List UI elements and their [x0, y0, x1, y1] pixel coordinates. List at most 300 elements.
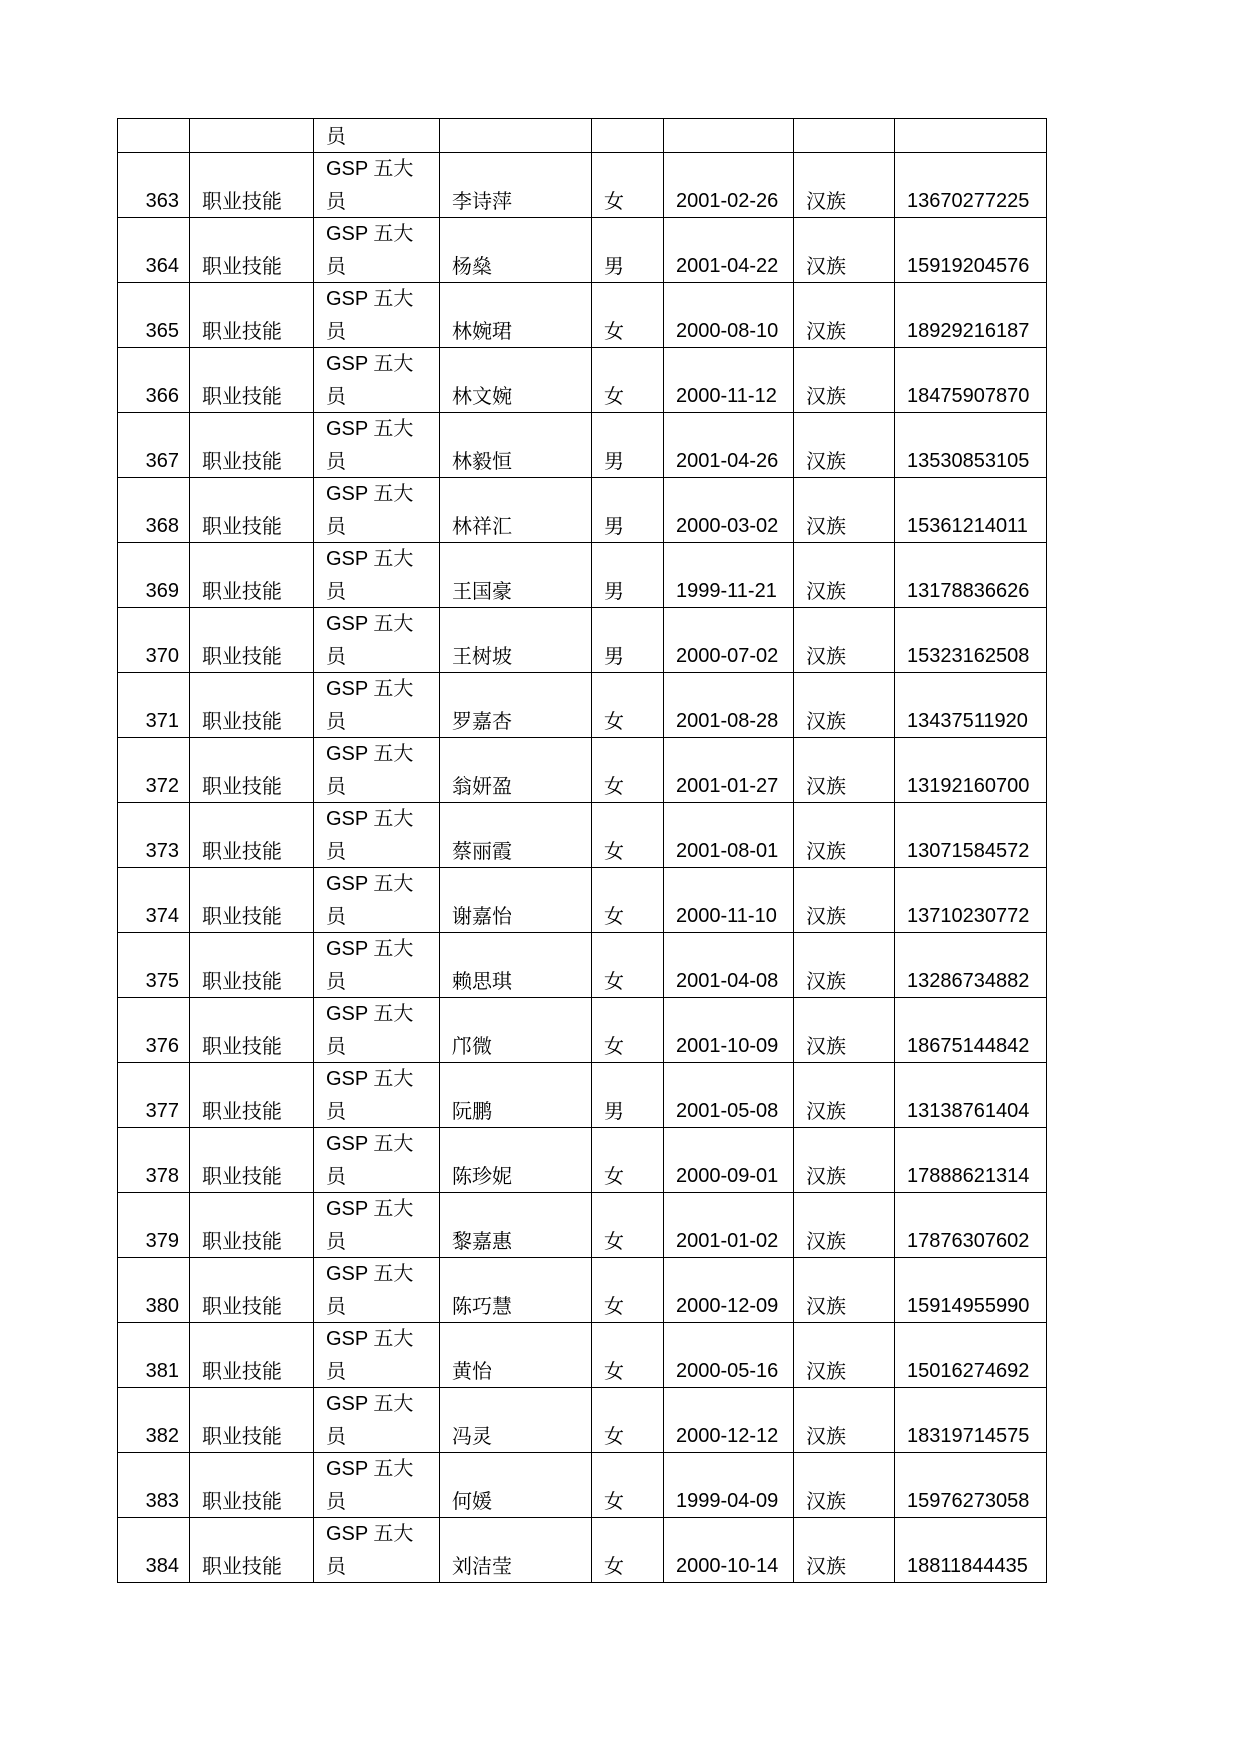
cell-name-name-text: 林文婉 [452, 384, 512, 408]
cell-ethnicity [794, 608, 895, 673]
table-row [118, 1258, 1047, 1323]
cell-position-position-line2-text: 员 [326, 579, 346, 603]
cell-position [314, 1193, 440, 1258]
cell-position-position-line1-text: GSP 五大 [326, 1393, 414, 1415]
cell-category-category-text: 职业技能 [202, 254, 282, 278]
cell-category [190, 1193, 314, 1258]
cell-no [118, 738, 190, 803]
cell-ethnicity [794, 673, 895, 738]
cell-phone-phone-text: 13530853105 [907, 450, 1030, 472]
table-row [118, 1388, 1047, 1453]
cell-position-position-line1-text: GSP 五大 [326, 1328, 414, 1350]
cell-gender [592, 1323, 664, 1388]
cell-gender [592, 1063, 664, 1128]
cell-no-no-text: 370 [145, 645, 179, 667]
cell-no [118, 543, 190, 608]
cell-no-no-text: 363 [145, 190, 179, 212]
cell-phone [895, 933, 1047, 998]
table-row [118, 348, 1047, 413]
cell-no [118, 283, 190, 348]
cell-phone [895, 1193, 1047, 1258]
cell-ethnicity [794, 218, 895, 283]
cell-no [118, 1128, 190, 1193]
cell-phone [895, 283, 1047, 348]
table-row-continued [118, 119, 1047, 153]
cell-ethnicity [794, 738, 895, 803]
cell-position [314, 283, 440, 348]
cell-phone [895, 1388, 1047, 1453]
cell-dob-dob-text: 2001-08-28 [676, 710, 779, 732]
cell-phone-phone-text: 13437511920 [907, 710, 1028, 732]
cell-position-position-line1-text: GSP 五大 [326, 1523, 414, 1545]
cell-phone-phone-text: 13710230772 [907, 905, 1030, 927]
cell-phone [895, 1063, 1047, 1128]
cell-name-name-text: 翁妍盈 [452, 774, 512, 798]
cell-phone-phone-text: 17876307602 [907, 1230, 1030, 1252]
cell-gender [592, 413, 664, 478]
cell-name-name-text: 李诗萍 [452, 189, 512, 213]
cell-ethnicity [794, 1323, 895, 1388]
cell-name [440, 1258, 592, 1323]
cell-position [314, 933, 440, 998]
cell-ethnicity-ethnicity-text: 汉族 [806, 969, 846, 993]
cell-no [118, 933, 190, 998]
cell-gender-gender-text: 男 [604, 1099, 624, 1123]
cell-no [118, 1258, 190, 1323]
cell-ethnicity [794, 1063, 895, 1128]
cell-gender [592, 119, 664, 153]
cell-no-no-text: 383 [145, 1490, 179, 1512]
cell-category-category-text: 职业技能 [202, 904, 282, 928]
position-tail: 员 [326, 124, 346, 148]
cell-gender [592, 153, 664, 218]
cell-ethnicity-ethnicity-text: 汉族 [806, 1424, 846, 1448]
cell-category-category-text: 职业技能 [202, 189, 282, 213]
cell-gender-gender-text: 女 [604, 839, 624, 863]
cell-ethnicity-ethnicity-text: 汉族 [806, 1034, 846, 1058]
table-row [118, 608, 1047, 673]
cell-phone-phone-text: 13286734882 [907, 970, 1030, 992]
cell-dob [664, 348, 794, 413]
cell-phone-phone-text: 18811844435 [907, 1555, 1028, 1577]
cell-dob-dob-text: 2000-03-02 [676, 515, 779, 537]
cell-position-position-line2-text: 员 [326, 189, 346, 213]
cell-name-name-text: 林祥汇 [452, 514, 512, 538]
table-row [118, 868, 1047, 933]
cell-position [314, 478, 440, 543]
cell-gender-gender-text: 男 [604, 514, 624, 538]
cell-category [190, 868, 314, 933]
cell-gender-gender-text: 男 [604, 644, 624, 668]
cell-position-position-line1-text: GSP 五大 [326, 1003, 414, 1025]
cell-phone-phone-text: 18929216187 [907, 320, 1030, 342]
cell-name [440, 413, 592, 478]
table-row [118, 153, 1047, 218]
cell-phone [895, 1518, 1047, 1583]
cell-gender [592, 608, 664, 673]
cell-position [314, 218, 440, 283]
cell-category [190, 1063, 314, 1128]
cell-ethnicity [794, 478, 895, 543]
cell-category [190, 218, 314, 283]
roster-body [118, 119, 1047, 1583]
table-row [118, 933, 1047, 998]
cell-dob [664, 1063, 794, 1128]
cell-phone [895, 868, 1047, 933]
table-row [118, 1128, 1047, 1193]
cell-category-category-text: 职业技能 [202, 1099, 282, 1123]
cell-name [440, 1063, 592, 1128]
cell-no-no-text: 379 [145, 1230, 179, 1252]
cell-phone [895, 1128, 1047, 1193]
cell-category [190, 119, 314, 153]
cell-no [118, 608, 190, 673]
cell-position-position-line2-text: 员 [326, 774, 346, 798]
cell-gender-gender-text: 女 [604, 1229, 624, 1253]
cell-position [314, 1388, 440, 1453]
cell-ethnicity-ethnicity-text: 汉族 [806, 1359, 846, 1383]
cell-ethnicity [794, 1388, 895, 1453]
cell-phone-phone-text: 15914955990 [907, 1295, 1030, 1317]
cell-name [440, 543, 592, 608]
cell-position-position-line1-text: GSP 五大 [326, 158, 414, 180]
cell-ethnicity-ethnicity-text: 汉族 [806, 189, 846, 213]
table-row [118, 998, 1047, 1063]
cell-ethnicity-ethnicity-text: 汉族 [806, 1554, 846, 1578]
cell-dob [664, 119, 794, 153]
cell-gender [592, 543, 664, 608]
cell-dob [664, 1323, 794, 1388]
cell-no-no-text: 374 [145, 905, 179, 927]
cell-category [190, 998, 314, 1063]
cell-dob [664, 1518, 794, 1583]
cell-ethnicity-ethnicity-text: 汉族 [806, 644, 846, 668]
cell-name-name-text: 王树坡 [452, 644, 512, 668]
cell-name [440, 803, 592, 868]
cell-ethnicity [794, 348, 895, 413]
cell-name-name-text: 邝微 [452, 1034, 492, 1058]
cell-ethnicity-ethnicity-text: 汉族 [806, 579, 846, 603]
cell-name [440, 478, 592, 543]
cell-position [314, 1453, 440, 1518]
cell-category [190, 738, 314, 803]
cell-position [314, 413, 440, 478]
cell-dob-dob-text: 1999-04-09 [676, 1490, 779, 1512]
cell-gender [592, 803, 664, 868]
cell-no [118, 1063, 190, 1128]
cell-phone [895, 348, 1047, 413]
cell-name [440, 933, 592, 998]
cell-position-position-line2-text: 员 [326, 254, 346, 278]
cell-dob [664, 218, 794, 283]
table-row [118, 1453, 1047, 1518]
cell-no [118, 1323, 190, 1388]
cell-position-position-line1-text: GSP 五大 [326, 613, 414, 635]
cell-phone-phone-text: 13071584572 [907, 840, 1030, 862]
cell-ethnicity-ethnicity-text: 汉族 [806, 774, 846, 798]
cell-ethnicity-ethnicity-text: 汉族 [806, 839, 846, 863]
cell-name [440, 998, 592, 1063]
cell-ethnicity-ethnicity-text: 汉族 [806, 1164, 846, 1188]
cell-position-position-line2-text: 员 [326, 1489, 346, 1513]
cell-name [440, 868, 592, 933]
cell-no-no-text: 377 [145, 1100, 179, 1122]
cell-position-position-line1-text: GSP 五大 [326, 1458, 414, 1480]
cell-no-no-text: 365 [145, 320, 179, 342]
cell-gender-gender-text: 男 [604, 254, 624, 278]
table-row [118, 673, 1047, 738]
cell-name-name-text: 林毅恒 [452, 449, 512, 473]
cell-name [440, 673, 592, 738]
cell-category-category-text: 职业技能 [202, 969, 282, 993]
cell-ethnicity [794, 1258, 895, 1323]
cell-name-name-text: 刘洁莹 [452, 1554, 512, 1578]
cell-phone-phone-text: 18319714575 [907, 1425, 1030, 1447]
cell-gender-gender-text: 女 [604, 1554, 624, 1578]
cell-category-category-text: 职业技能 [202, 514, 282, 538]
cell-no [118, 348, 190, 413]
cell-dob-dob-text: 2001-10-09 [676, 1035, 779, 1057]
cell-gender-gender-text: 女 [604, 1359, 624, 1383]
cell-gender [592, 478, 664, 543]
cell-phone [895, 673, 1047, 738]
cell-phone [895, 543, 1047, 608]
cell-no [118, 1193, 190, 1258]
cell-phone-phone-text: 15919204576 [907, 255, 1030, 277]
table-row [118, 413, 1047, 478]
cell-position [314, 738, 440, 803]
cell-gender-gender-text: 女 [604, 319, 624, 343]
cell-position-position-line2-text: 员 [326, 1229, 346, 1253]
cell-position-position-line1-text: GSP 五大 [326, 483, 414, 505]
cell-dob [664, 803, 794, 868]
cell-dob [664, 413, 794, 478]
cell-gender [592, 673, 664, 738]
cell-name [440, 608, 592, 673]
cell-ethnicity-ethnicity-text: 汉族 [806, 904, 846, 928]
cell-position-position-line1-text: GSP 五大 [326, 938, 414, 960]
cell-category [190, 1258, 314, 1323]
cell-phone-phone-text: 15323162508 [907, 645, 1030, 667]
cell-no-no-text: 376 [145, 1035, 179, 1057]
cell-dob-dob-text: 2000-12-12 [676, 1425, 779, 1447]
table-row [118, 543, 1047, 608]
cell-name-name-text: 王国豪 [452, 579, 512, 603]
cell-phone-phone-text: 17888621314 [907, 1165, 1030, 1187]
cell-no [118, 119, 190, 153]
cell-dob [664, 1453, 794, 1518]
cell-name [440, 348, 592, 413]
cell-category-category-text: 职业技能 [202, 644, 282, 668]
cell-dob-dob-text: 2001-08-01 [676, 840, 779, 862]
cell-name-name-text: 谢嘉怡 [452, 904, 512, 928]
cell-name [440, 218, 592, 283]
cell-dob-dob-text: 2000-07-02 [676, 645, 779, 667]
cell-name [440, 1453, 592, 1518]
cell-position [314, 608, 440, 673]
cell-dob [664, 673, 794, 738]
cell-position-position-line2-text: 员 [326, 1424, 346, 1448]
cell-position [314, 1063, 440, 1128]
cell-phone-phone-text: 15016274692 [907, 1360, 1030, 1382]
cell-phone [895, 998, 1047, 1063]
cell-position [314, 153, 440, 218]
cell-gender [592, 1453, 664, 1518]
cell-gender [592, 283, 664, 348]
cell-phone [895, 1453, 1047, 1518]
cell-dob [664, 868, 794, 933]
cell-no [118, 998, 190, 1063]
cell-gender-gender-text: 女 [604, 774, 624, 798]
cell-gender-gender-text: 男 [604, 449, 624, 473]
cell-phone [895, 478, 1047, 543]
cell-position-position-line2-text: 员 [326, 319, 346, 343]
cell-no-no-text: 373 [145, 840, 179, 862]
cell-position-position-line1-text: GSP 五大 [326, 743, 414, 765]
cell-dob-dob-text: 2000-10-14 [676, 1555, 779, 1577]
cell-ethnicity-ethnicity-text: 汉族 [806, 1229, 846, 1253]
cell-ethnicity [794, 153, 895, 218]
cell-category [190, 933, 314, 998]
cell-category [190, 413, 314, 478]
cell-position-position-line1-text: GSP 五大 [326, 548, 414, 570]
cell-position-position-line2-text: 员 [326, 969, 346, 993]
cell-no [118, 673, 190, 738]
table-row [118, 478, 1047, 543]
cell-category [190, 153, 314, 218]
table-row [118, 283, 1047, 348]
cell-position-position-line1-text: GSP 五大 [326, 418, 414, 440]
cell-phone [895, 218, 1047, 283]
cell-category [190, 608, 314, 673]
cell-position [314, 868, 440, 933]
cell-no [118, 1518, 190, 1583]
roster-table [117, 118, 1047, 1583]
cell-position [314, 1128, 440, 1193]
cell-gender-gender-text: 女 [604, 384, 624, 408]
cell-no [118, 218, 190, 283]
cell-ethnicity [794, 1128, 895, 1193]
cell-no [118, 868, 190, 933]
cell-name-name-text: 黎嘉惠 [452, 1229, 512, 1253]
cell-ethnicity-ethnicity-text: 汉族 [806, 254, 846, 278]
cell-no-no-text: 371 [145, 710, 179, 732]
cell-category [190, 478, 314, 543]
cell-category-category-text: 职业技能 [202, 579, 282, 603]
cell-position-position-line2-text: 员 [326, 1294, 346, 1318]
cell-position-position-line2-text: 员 [326, 1099, 346, 1123]
cell-ethnicity [794, 1518, 895, 1583]
table-row [118, 738, 1047, 803]
cell-ethnicity-ethnicity-text: 汉族 [806, 514, 846, 538]
cell-gender [592, 738, 664, 803]
cell-no-no-text: 369 [145, 580, 179, 602]
cell-position-position-line1-text: GSP 五大 [326, 1133, 414, 1155]
cell-phone-phone-text: 13670277225 [907, 190, 1030, 212]
cell-position-position-line1-text: GSP 五大 [326, 1263, 414, 1285]
cell-gender [592, 1193, 664, 1258]
cell-no [118, 413, 190, 478]
cell-phone [895, 1258, 1047, 1323]
cell-name [440, 738, 592, 803]
cell-position-position-line1-text: GSP 五大 [326, 288, 414, 310]
cell-ethnicity-ethnicity-text: 汉族 [806, 319, 846, 343]
cell-category [190, 1128, 314, 1193]
cell-no [118, 478, 190, 543]
cell-gender [592, 933, 664, 998]
cell-category-category-text: 职业技能 [202, 1164, 282, 1188]
cell-no [118, 803, 190, 868]
cell-dob [664, 283, 794, 348]
cell-phone [895, 738, 1047, 803]
cell-category [190, 283, 314, 348]
cell-name [440, 1388, 592, 1453]
cell-position-position-line2-text: 员 [326, 384, 346, 408]
cell-phone-phone-text: 13178836626 [907, 580, 1030, 602]
cell-dob-dob-text: 2000-05-16 [676, 1360, 779, 1382]
cell-gender-gender-text: 女 [604, 1164, 624, 1188]
cell-phone-phone-text: 18475907870 [907, 385, 1030, 407]
cell-ethnicity [794, 1193, 895, 1258]
cell-ethnicity-ethnicity-text: 汉族 [806, 1099, 846, 1123]
cell-category-category-text: 职业技能 [202, 1489, 282, 1513]
cell-no [118, 1453, 190, 1518]
cell-name-name-text: 林婉珺 [452, 319, 512, 343]
cell-name [440, 1323, 592, 1388]
cell-ethnicity [794, 868, 895, 933]
cell-position-position-line2-text: 员 [326, 1359, 346, 1383]
cell-category [190, 673, 314, 738]
cell-phone-phone-text: 13192160700 [907, 775, 1030, 797]
cell-name-name-text: 陈巧慧 [452, 1294, 512, 1318]
cell-position [314, 673, 440, 738]
cell-category-category-text: 职业技能 [202, 1554, 282, 1578]
cell-position-position-line2-text: 员 [326, 1034, 346, 1058]
cell-dob [664, 543, 794, 608]
cell-position-position-line2-text: 员 [326, 1164, 346, 1188]
cell-phone [895, 803, 1047, 868]
cell-position-position-line2-text: 员 [326, 514, 346, 538]
cell-gender-gender-text: 女 [604, 904, 624, 928]
cell-phone-phone-text: 15361214011 [907, 515, 1028, 537]
cell-ethnicity-ethnicity-text: 汉族 [806, 1294, 846, 1318]
cell-position-position-line1-text: GSP 五大 [326, 873, 414, 895]
cell-dob-dob-text: 1999-11-21 [676, 580, 777, 602]
cell-no-no-text: 381 [145, 1360, 179, 1382]
cell-phone-phone-text: 15976273058 [907, 1490, 1030, 1512]
cell-position-position-line2-text: 员 [326, 644, 346, 668]
cell-gender [592, 348, 664, 413]
cell-gender-gender-text: 女 [604, 1489, 624, 1513]
cell-category-category-text: 职业技能 [202, 709, 282, 733]
table-row [118, 1193, 1047, 1258]
cell-ethnicity [794, 803, 895, 868]
cell-ethnicity [794, 543, 895, 608]
cell-ethnicity-ethnicity-text: 汉族 [806, 449, 846, 473]
cell-ethnicity-ethnicity-text: 汉族 [806, 1489, 846, 1513]
cell-ethnicity [794, 119, 895, 153]
table-row [118, 803, 1047, 868]
cell-name [440, 1128, 592, 1193]
cell-position-position-line1-text: GSP 五大 [326, 1068, 414, 1090]
cell-position-position-line2-text: 员 [326, 839, 346, 863]
cell-dob [664, 478, 794, 543]
cell-dob-dob-text: 2000-08-10 [676, 320, 779, 342]
table-row [118, 218, 1047, 283]
cell-gender [592, 1518, 664, 1583]
cell-ethnicity [794, 283, 895, 348]
cell-category-category-text: 职业技能 [202, 319, 282, 343]
